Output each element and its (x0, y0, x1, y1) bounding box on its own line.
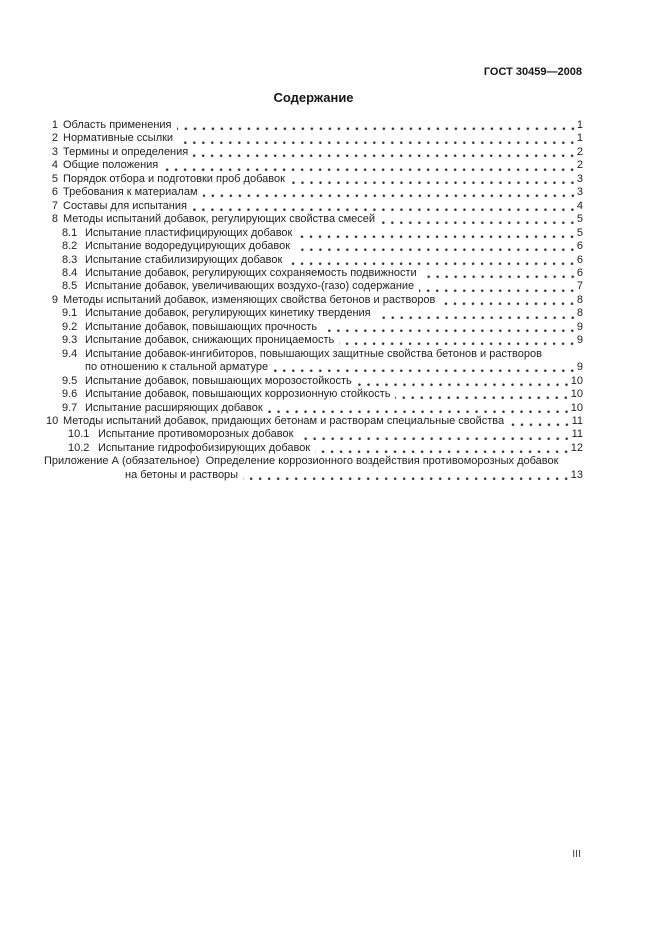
toc-leader-dots (243, 469, 569, 482)
toc-entry-text: Испытание добавок, увеличивающих воздухо-(газо) содержание (85, 280, 415, 293)
toc-entry-line (44, 375, 583, 388)
toc-entry (44, 227, 583, 240)
toc-leader-dots (192, 200, 575, 213)
toc-entry-page: 11 (571, 428, 583, 441)
toc-entry-number: 8.4 (62, 266, 78, 279)
toc-entry-page: 6 (576, 253, 583, 266)
toc-entry-number: 9.6 (62, 388, 78, 401)
toc-entry (44, 348, 583, 375)
toc-entry-page: 2 (576, 145, 583, 158)
toc-entry-line (44, 254, 583, 267)
toc-entry-text: Общие положения (63, 159, 159, 172)
toc-entry-text: Приложение А (обязательное) Определение коррозионного воздействия противоморозных добавок (44, 455, 559, 468)
toc-entry (44, 442, 583, 455)
document-number-header: ГОСТ 30459—2008 (483, 66, 582, 78)
toc-entry-number: 9 (51, 293, 58, 306)
toc-entry-line (44, 307, 583, 320)
toc-entry-text: Методы испытаний добавок, регулирующих свойства смесей (63, 213, 376, 226)
toc-leader-dots (380, 213, 575, 226)
toc-leader-dots (295, 240, 575, 253)
toc-entry (44, 119, 583, 132)
toc-entry-page: 7 (576, 280, 583, 293)
toc-entry-text: Испытание пластифицирующих добавок (85, 226, 293, 239)
toc-leader-dots (509, 415, 569, 428)
toc-entry-line (44, 455, 583, 468)
toc-entry-page: 8 (576, 307, 583, 320)
toc-entry-line (44, 200, 583, 213)
toc-entry-text: Термины и определения (63, 145, 189, 158)
toc-entry-line (44, 173, 583, 186)
toc-entry-line (44, 280, 583, 293)
toc-entry-line (44, 240, 583, 253)
toc-entry-number: 4 (51, 159, 58, 172)
page-number-folio: III (572, 848, 581, 860)
toc-entry (44, 415, 583, 428)
toc-entry (44, 213, 583, 226)
toc-entry-line (44, 159, 583, 172)
toc-entry-text: Испытание расширяющих добавок (85, 401, 263, 414)
toc-entry-line (44, 321, 583, 334)
toc-entry-number: 8.3 (62, 253, 78, 266)
toc-leader-dots (193, 146, 575, 159)
toc-entry-page: 9 (576, 334, 583, 347)
toc-entry-page: 8 (576, 293, 583, 306)
toc-entry (44, 240, 583, 253)
toc-leader-dots (287, 254, 575, 267)
toc-entry-line (44, 334, 583, 347)
toc-entry-number: 9.5 (62, 374, 78, 387)
table-of-contents (44, 119, 583, 482)
toc-entry-text: Порядок отбора и подготовки проб добавок (63, 172, 285, 185)
toc-entry-number: 7 (51, 199, 58, 212)
toc-leader-dots (339, 334, 575, 347)
toc-entry (44, 307, 583, 320)
toc-leader-dots (395, 388, 568, 401)
toc-leader-dots (376, 307, 575, 320)
toc-entry-continuation-text: по отношению к стальной арматуре (85, 361, 269, 374)
toc-entry (44, 334, 583, 347)
toc-entry (44, 200, 583, 213)
toc-entry-number: 8.5 (62, 280, 78, 293)
toc-entry (44, 146, 583, 159)
toc-entry-text: Испытание водоредуцирующих добавок (85, 240, 291, 253)
toc-entry-page: 10 (570, 374, 583, 387)
toc-entry (44, 159, 583, 172)
toc-entry-number: 10.2 (68, 441, 90, 454)
toc-entry-page: 6 (576, 266, 583, 279)
toc-leader-dots (315, 442, 569, 455)
toc-entry-text: Испытание добавок, повышающих прочность (85, 320, 318, 333)
toc-entry-text: Испытание стабилизирующих добавок (85, 253, 283, 266)
toc-entry-text: Испытание противоморозных добавок (98, 428, 294, 441)
toc-entry-number: 9.2 (62, 320, 78, 333)
toc-entry (44, 455, 583, 482)
toc-entry (44, 321, 583, 334)
toc-entry-text: Испытание добавок, повышающих морозостойкость (85, 374, 352, 387)
toc-entry (44, 254, 583, 267)
toc-entry-text: Испытание добавок, регулирующих сохраняемость подвижности (85, 266, 417, 279)
toc-entry-line (44, 348, 583, 361)
toc-leader-dots (298, 428, 569, 441)
toc-entry-page: 5 (576, 213, 583, 226)
toc-entry-number: 1 (51, 119, 58, 131)
toc-entry-text: Нормативные ссылки (63, 132, 174, 145)
toc-entry-number: 9.4 (62, 347, 78, 360)
toc-leader-dots (177, 119, 575, 132)
toc-entry-text: Методы испытаний добавок, изменяющих свойства бетонов и растворов (63, 293, 436, 306)
toc-leader-dots (422, 267, 575, 280)
toc-entry-line (44, 442, 583, 455)
toc-entry-page: 11 (571, 414, 583, 427)
toc-entry (44, 173, 583, 186)
toc-leader-dots (440, 294, 574, 307)
toc-entry-page: 13 (570, 468, 583, 481)
toc-entry-page: 12 (570, 441, 583, 454)
toc-entry (44, 428, 583, 441)
toc-entry-number: 8.2 (62, 240, 78, 253)
toc-leader-dots (322, 321, 575, 334)
toc-entry-line (44, 294, 583, 307)
toc-entry-number: 2 (51, 132, 58, 145)
toc-entry-text: Составы для испытания (63, 199, 187, 212)
toc-entry-page: 1 (576, 132, 583, 145)
toc-entry-number: 8 (51, 213, 58, 226)
toc-entry-text: Испытание добавок, снижающих проницаемость (85, 334, 335, 347)
toc-entry-number: 3 (51, 145, 58, 158)
toc-entry-line (44, 227, 583, 240)
toc-entry-number: 6 (51, 186, 58, 199)
toc-entry-number: 10.1 (68, 428, 90, 441)
toc-entry (44, 267, 583, 280)
toc-leader-dots (268, 402, 569, 415)
toc-entry-page: 9 (576, 320, 583, 333)
toc-entry-number: 9.3 (62, 334, 78, 347)
toc-entry-line (44, 146, 583, 159)
toc-entry (44, 132, 583, 145)
toc-entry-line (44, 388, 583, 401)
toc-leader-dots (203, 186, 575, 199)
toc-entry-page: 5 (576, 226, 583, 239)
toc-entry-page: 3 (576, 186, 583, 199)
page-title: Содержание (273, 90, 354, 105)
toc-entry (44, 280, 583, 293)
toc-leader-dots (290, 173, 575, 186)
toc-entry-line (44, 119, 583, 132)
toc-leader-dots (297, 227, 575, 240)
toc-leader-dots (357, 375, 569, 388)
toc-entry (44, 186, 583, 199)
toc-entry-text: Испытание добавок, регулирующих кинетику твердения (85, 307, 371, 320)
toc-entry-line (44, 132, 583, 145)
toc-entry-text: Испытание добавок, повышающих коррозионную стойкость (85, 388, 391, 401)
toc-entry-page: 2 (576, 159, 583, 172)
toc-leader-dots (178, 132, 575, 145)
toc-entry-continuation-line (44, 361, 583, 374)
toc-entry-page: 1 (576, 119, 583, 131)
toc-entry-line (44, 402, 583, 415)
toc-entry-number: 5 (51, 172, 58, 185)
toc-entry-page: 10 (570, 401, 583, 414)
toc-entry-page: 10 (570, 388, 583, 401)
toc-entry-continuation-text: на бетоны и растворы (125, 468, 239, 481)
toc-entry (44, 402, 583, 415)
toc-entry (44, 375, 583, 388)
toc-entry-page: 6 (576, 240, 583, 253)
toc-entry-number: 8.1 (62, 226, 78, 239)
toc-entry-number: 10 (46, 414, 59, 427)
toc-entry-page: 9 (576, 361, 583, 374)
toc-leader-dots (273, 361, 575, 374)
toc-entry-page: 4 (576, 199, 583, 212)
toc-entry-text: Методы испытаний добавок, придающих бетонам и растворам специальные свойства (63, 414, 505, 427)
toc-entry-page: 3 (576, 172, 583, 185)
toc-entry-continuation-line (44, 469, 583, 482)
toc-entry-line (44, 415, 583, 428)
toc-entry-line (44, 267, 583, 280)
toc-entry-line (44, 186, 583, 199)
toc-entry-text: Испытание добавок-ингибиторов, повышающих защитные свойства бетонов и растворов (85, 347, 542, 360)
toc-leader-dots (163, 159, 575, 172)
toc-entry-number: 9.1 (62, 307, 78, 320)
toc-entry (44, 388, 583, 401)
toc-entry-number: 9.7 (62, 401, 78, 414)
toc-entry-text: Испытание гидрофобизирующих добавок (98, 441, 311, 454)
toc-leader-dots (419, 280, 575, 293)
toc-entry-line (44, 213, 583, 226)
toc-entry-text: Требования к материалам (63, 186, 198, 199)
toc-entry-text: Область применения (63, 119, 172, 131)
toc-entry-line (44, 428, 583, 441)
toc-entry (44, 294, 583, 307)
